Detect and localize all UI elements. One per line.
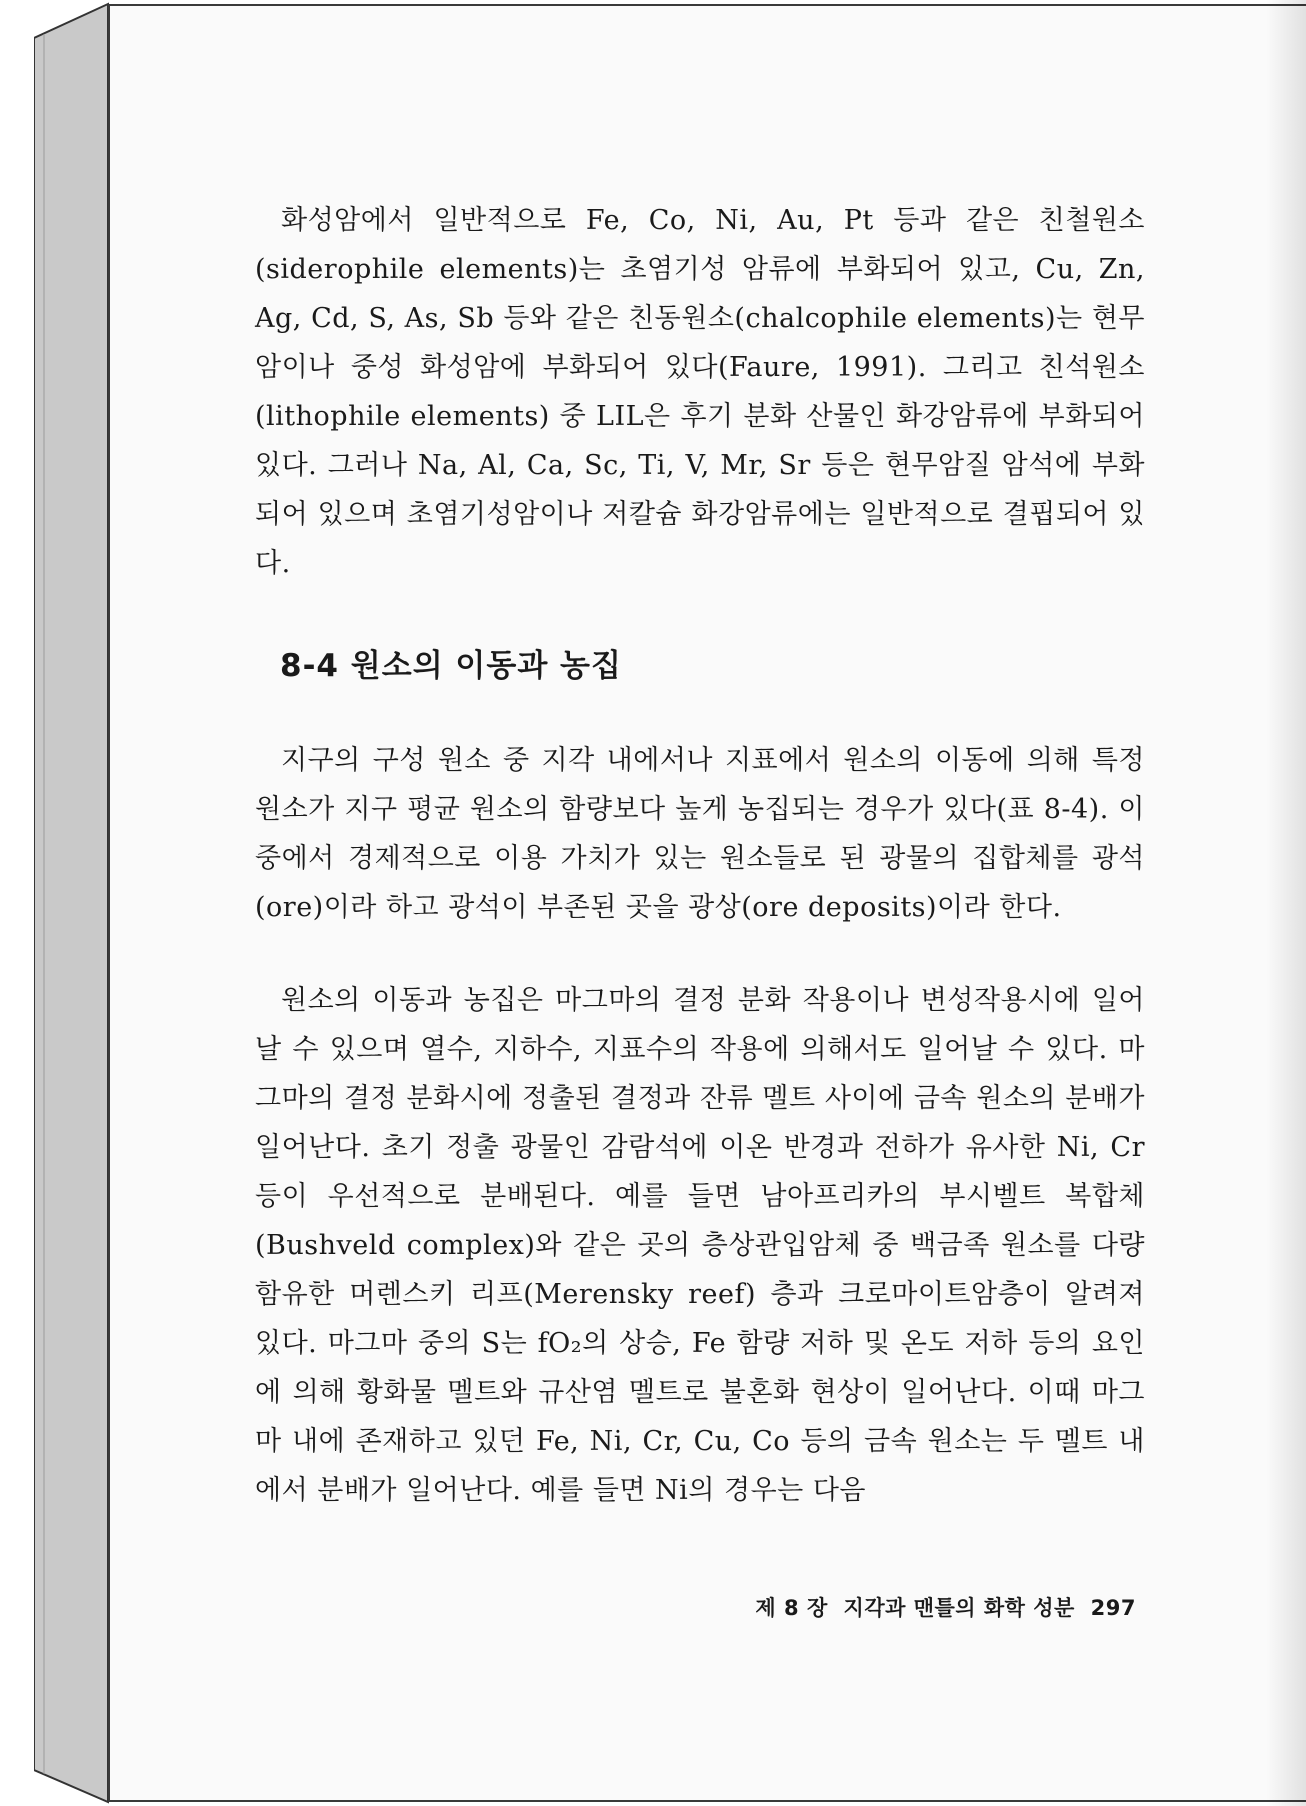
page-number: 297 bbox=[1090, 1596, 1136, 1620]
migration-paragraph-block bbox=[255, 976, 1145, 1515]
intro-paragraph: 화성암에서 일반적으로 Fe, Co, Ni, Au, Pt 등과 같은 친철원소(siderophile elements)는 초염기성 암류에 부화되어 있고, Cu, Zn, Ag, Cd, S, As, Sb 등와 같은 친동원소(chalcophile elements)는 현무암이나 중성 화성암에 부화되어 있다(Faure, 1991). 그리고 친석원소(lithophile elements) 중 LIL은 후기 분화 산물인 화강암류에 부화되어 있다. 그러나 Na, Al, Ca, Sc, Ti, V, Mr, Sr 등은 현무암질 암석에 부화되어 있으며 초염기성암이나 저칼슘 화강암류에는 일반적으로 결핍되어 있다. bbox=[255, 205, 1145, 579]
section-heading: 8-4 원소의 이동과 농집 bbox=[280, 648, 622, 684]
migration-paragraph: 원소의 이동과 농집은 마그마의 결정 분화 작용이나 변성작용시에 일어날 수 있으며 열수, 지하수, 지표수의 작용에 의해서도 일어날 수 있다. 마그마의 결정 분화시에 정출된 결정과 잔류 멜트 사이에 금속 원소의 분배가 일어난다. 초기 정출 광물인 감람석에 이온 반경과 전하가 유사한 Ni, Cr 등이 우선적으로 분배된다. 예를 들면 남아프리카의 부시벨트 복합체(Bushveld complex)와 같은 곳의 층상관입암체 중 백금족 원소를 다량 함유한 머렌스키 리프(Merensky reef) 층과 크로마이트암층이 알려져 있다. 마그마 중의 S는 fO₂의 상승, Fe 함량 저하 및 온도 저하 등의 요인에 의해 황화물 멜트와 규산염 멜트로 불혼화 현상이 일어난다. 이때 마그마 내에 존재하고 있던 Fe, Ni, Cr, Cu, Co 등의 금속 원소는 두 멜트 내에서 분배가 일어난다. 예를 들면 Ni의 경우는 다음 bbox=[255, 985, 1145, 1506]
footer-title: 지각과 맨틀의 화학 성분 bbox=[843, 1596, 1075, 1620]
book-spine-edge bbox=[34, 0, 114, 1806]
ore-paragraph: 지구의 구성 원소 중 지각 내에서나 지표에서 원소의 이동에 의해 특정 원소가 지구 평균 원소의 함량보다 높게 농집되는 경우가 있다(표 8-4). 이 중에서 경제적으로 이용 가치가 있는 원소들로 된 광물의 집합체를 광석(ore)이라 하고 광석이 부존된 곳을 광상(ore deposits)이라 한다. bbox=[255, 745, 1145, 923]
page-footer bbox=[747, 1592, 1136, 1622]
intro-paragraph-block bbox=[255, 196, 1145, 588]
footer-chapter: 제 8 장 bbox=[755, 1596, 828, 1620]
ore-paragraph-block bbox=[255, 736, 1145, 932]
page-shadow bbox=[1266, 0, 1306, 1806]
